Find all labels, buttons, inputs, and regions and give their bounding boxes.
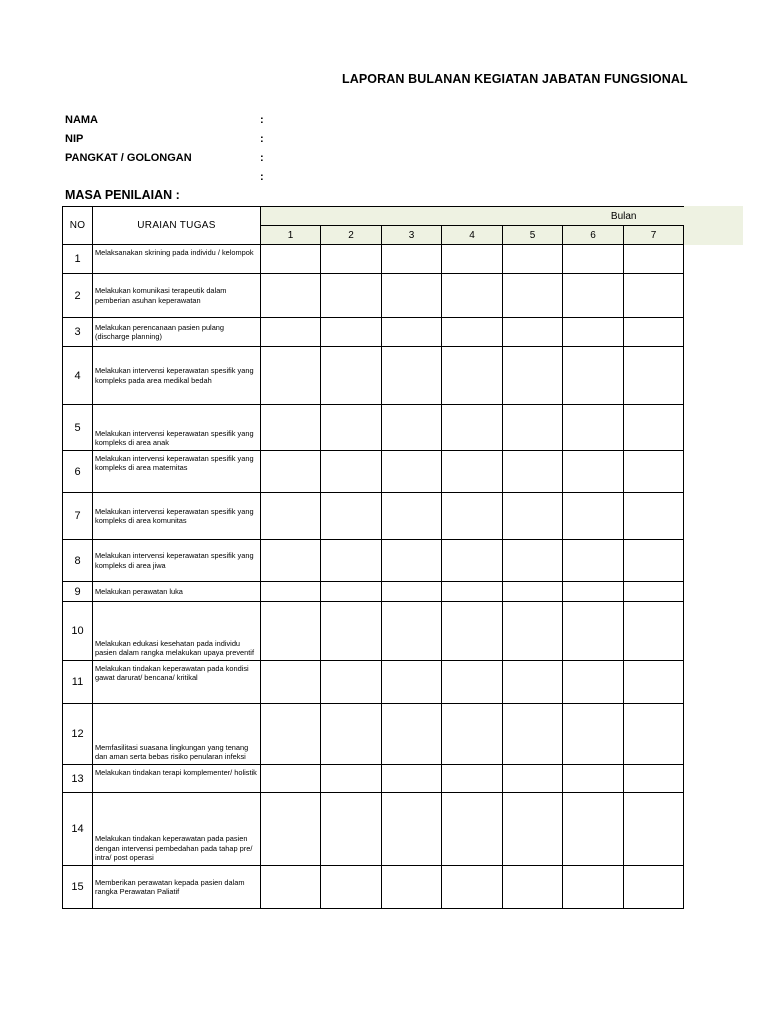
task-description: Melakukan intervensi keperawatan spesifik yang kompleks pada area medikal bedah (93, 347, 261, 405)
month-cell-1[interactable] (261, 493, 321, 540)
month-cell-1[interactable] (261, 793, 321, 866)
month-cell-3[interactable] (382, 866, 442, 909)
task-description: Melakukan tindakan terapi komplementer/ holistik (93, 765, 261, 793)
task-description: Memberikan perawatan kepada pasien dalam rangka Perawatan Paliatif (93, 866, 261, 909)
month-cell-6[interactable] (563, 318, 624, 347)
table-row (63, 493, 684, 540)
month-cell-3[interactable] (382, 765, 442, 793)
month-cell-2[interactable] (321, 582, 382, 602)
month-cell-2[interactable] (321, 540, 382, 582)
month-cell-4[interactable] (442, 661, 503, 704)
month-cell-1[interactable] (261, 245, 321, 274)
month-cell-7[interactable] (624, 602, 684, 661)
month-cell-2[interactable] (321, 866, 382, 909)
table-row (63, 274, 684, 318)
task-description: Melakukan tindakan keperawatan pada kondisi gawat darurat/ bencana/ kritikal (93, 661, 261, 704)
month-cell-1[interactable] (261, 274, 321, 318)
task-description: Melaksanakan skrining pada individu / kelompok (93, 245, 261, 274)
month-cell-7[interactable] (624, 765, 684, 793)
month-cell-3[interactable] (382, 704, 442, 765)
month-cell-7[interactable] (624, 318, 684, 347)
month-cell-7[interactable] (624, 582, 684, 602)
col-header-bulan: Bulan (261, 207, 684, 226)
month-cell-6[interactable] (563, 540, 624, 582)
row-number: 14 (63, 793, 93, 866)
month-cell-6[interactable] (563, 493, 624, 540)
month-cell-7[interactable] (624, 405, 684, 451)
table-row (63, 793, 684, 866)
month-cell-6[interactable] (563, 765, 624, 793)
month-cell-3[interactable] (382, 493, 442, 540)
row-number: 6 (63, 451, 93, 493)
month-cell-6[interactable] (563, 451, 624, 493)
month-cell-2[interactable] (321, 318, 382, 347)
month-cell-4[interactable] (442, 245, 503, 274)
month-cell-3[interactable] (382, 318, 442, 347)
field-colon-pangkat: : (260, 152, 264, 164)
month-cell-3[interactable] (382, 602, 442, 661)
month-cell-7[interactable] (624, 347, 684, 405)
month-cell-6[interactable] (563, 582, 624, 602)
month-header-6: 6 (563, 226, 624, 245)
task-description: Melakukan intervensi keperawatan spesifik yang kompleks di area komunitas (93, 493, 261, 540)
month-cell-1[interactable] (261, 704, 321, 765)
task-description: Melakukan perawatan luka (93, 582, 261, 602)
month-cell-1[interactable] (261, 347, 321, 405)
table-row (63, 405, 684, 451)
month-cell-5[interactable] (503, 602, 563, 661)
month-cell-3[interactable] (382, 274, 442, 318)
month-cell-5[interactable] (503, 866, 563, 909)
month-cell-3[interactable] (382, 245, 442, 274)
month-cell-2[interactable] (321, 793, 382, 866)
task-description: Melakukan tindakan keperawatan pada pasien dengan intervensi pembedahan pada tahap pre/ intra/ post operasi (93, 793, 261, 866)
month-cell-5[interactable] (503, 451, 563, 493)
month-cell-4[interactable] (442, 704, 503, 765)
month-header-5: 5 (503, 226, 563, 245)
month-header-3: 3 (382, 226, 442, 245)
row-number: 1 (63, 245, 93, 274)
month-cell-4[interactable] (442, 582, 503, 602)
month-cell-1[interactable] (261, 451, 321, 493)
month-cell-5[interactable] (503, 245, 563, 274)
month-cell-3[interactable] (382, 582, 442, 602)
month-cell-7[interactable] (624, 866, 684, 909)
month-cell-7[interactable] (624, 661, 684, 704)
task-description: Memfasilitasi suasana lingkungan yang tenang dan aman serta bebas risiko penularan infeksi (93, 704, 261, 765)
month-cell-4[interactable] (442, 493, 503, 540)
month-header-2: 2 (321, 226, 382, 245)
month-cell-5[interactable] (503, 704, 563, 765)
table-row (63, 602, 684, 661)
month-cell-2[interactable] (321, 451, 382, 493)
month-cell-7[interactable] (624, 540, 684, 582)
month-cell-6[interactable] (563, 274, 624, 318)
month-cell-4[interactable] (442, 318, 503, 347)
month-cell-7[interactable] (624, 493, 684, 540)
month-cell-4[interactable] (442, 540, 503, 582)
table-row (63, 245, 684, 274)
month-cell-1[interactable] (261, 318, 321, 347)
month-cell-1[interactable] (261, 866, 321, 909)
month-cell-1[interactable] (261, 540, 321, 582)
month-cell-5[interactable] (503, 274, 563, 318)
col-header-no: NO (63, 207, 93, 245)
field-colon-nama: : (260, 114, 264, 126)
table-row (63, 451, 684, 493)
month-cell-3[interactable] (382, 793, 442, 866)
month-cell-6[interactable] (563, 661, 624, 704)
month-cell-5[interactable] (503, 661, 563, 704)
month-cell-2[interactable] (321, 661, 382, 704)
row-number: 7 (63, 493, 93, 540)
task-description: Melakukan komunikasi terapeutik dalam pemberian asuhan keperawatan (93, 274, 261, 318)
table-row (63, 318, 684, 347)
table-row (63, 540, 684, 582)
month-cell-4[interactable] (442, 866, 503, 909)
month-cell-5[interactable] (503, 793, 563, 866)
month-cell-1[interactable] (261, 405, 321, 451)
month-cell-6[interactable] (563, 245, 624, 274)
row-number: 3 (63, 318, 93, 347)
row-number: 8 (63, 540, 93, 582)
month-cell-1[interactable] (261, 661, 321, 704)
month-cell-2[interactable] (321, 602, 382, 661)
month-cell-3[interactable] (382, 347, 442, 405)
activity-table (62, 206, 684, 909)
field-label-nama: NAMA (65, 114, 98, 126)
month-cell-5[interactable] (503, 318, 563, 347)
month-cell-7[interactable] (624, 274, 684, 318)
row-number: 2 (63, 274, 93, 318)
month-cell-6[interactable] (563, 866, 624, 909)
month-header-7: 7 (624, 226, 684, 245)
month-cell-4[interactable] (442, 793, 503, 866)
row-number: 5 (63, 405, 93, 451)
month-cell-4[interactable] (442, 602, 503, 661)
month-cell-5[interactable] (503, 347, 563, 405)
month-cell-7[interactable] (624, 451, 684, 493)
field-colon-nip: : (260, 133, 264, 145)
task-description: Melakukan intervensi keperawatan spesifik yang kompleks di area anak (93, 405, 261, 451)
row-number: 4 (63, 347, 93, 405)
month-cell-7[interactable] (624, 704, 684, 765)
month-cell-5[interactable] (503, 765, 563, 793)
month-cell-1[interactable] (261, 582, 321, 602)
month-cell-4[interactable] (442, 765, 503, 793)
month-header-1: 1 (261, 226, 321, 245)
task-description: Melakukan intervensi keperawatan spesifik yang kompleks di area maternitas (93, 451, 261, 493)
section-title: MASA PENILAIAN : (65, 188, 180, 202)
table-row (63, 866, 684, 909)
month-header-4: 4 (442, 226, 503, 245)
month-cell-4[interactable] (442, 405, 503, 451)
month-cell-2[interactable] (321, 245, 382, 274)
row-number: 9 (63, 582, 93, 602)
month-cell-6[interactable] (563, 704, 624, 765)
table-row (63, 347, 684, 405)
page-title: LAPORAN BULANAN KEGIATAN JABATAN FUNGSIONAL (342, 72, 688, 86)
month-cell-7[interactable] (624, 793, 684, 866)
month-cell-6[interactable] (563, 347, 624, 405)
month-cell-6[interactable] (563, 602, 624, 661)
month-cell-2[interactable] (321, 765, 382, 793)
month-cell-2[interactable] (321, 704, 382, 765)
month-cell-4[interactable] (442, 451, 503, 493)
field-colon-blank: : (260, 171, 264, 183)
field-label-nip: NIP (65, 133, 84, 145)
month-cell-3[interactable] (382, 661, 442, 704)
field-label-pangkat: PANGKAT / GOLONGAN (65, 152, 192, 164)
month-cell-4[interactable] (442, 274, 503, 318)
row-number: 12 (63, 704, 93, 765)
month-cell-7[interactable] (624, 245, 684, 274)
month-cell-2[interactable] (321, 493, 382, 540)
month-cell-5[interactable] (503, 493, 563, 540)
row-number: 10 (63, 602, 93, 661)
task-description: Melakukan edukasi kesehatan pada individu pasien dalam rangka melakukan upaya preventif (93, 602, 261, 661)
table-row (63, 582, 684, 602)
month-cell-3[interactable] (382, 451, 442, 493)
month-cell-2[interactable] (321, 347, 382, 405)
month-cell-6[interactable] (563, 793, 624, 866)
row-number: 13 (63, 765, 93, 793)
month-cell-6[interactable] (563, 405, 624, 451)
month-cell-3[interactable] (382, 540, 442, 582)
task-description: Melakukan perencanaan pasien pulang (discharge planning) (93, 318, 261, 347)
month-cell-5[interactable] (503, 582, 563, 602)
table-row (63, 704, 684, 765)
month-cell-3[interactable] (382, 405, 442, 451)
col-header-task: URAIAN TUGAS (93, 207, 261, 245)
task-description: Melakukan intervensi keperawatan spesifik yang kompleks di area jiwa (93, 540, 261, 582)
month-cell-5[interactable] (503, 540, 563, 582)
row-number: 15 (63, 866, 93, 909)
month-cell-4[interactable] (442, 347, 503, 405)
month-cell-5[interactable] (503, 405, 563, 451)
month-cell-1[interactable] (261, 602, 321, 661)
month-cell-2[interactable] (321, 405, 382, 451)
row-number: 11 (63, 661, 93, 704)
table-row (63, 765, 684, 793)
table-row (63, 661, 684, 704)
month-cell-1[interactable] (261, 765, 321, 793)
month-cell-2[interactable] (321, 274, 382, 318)
